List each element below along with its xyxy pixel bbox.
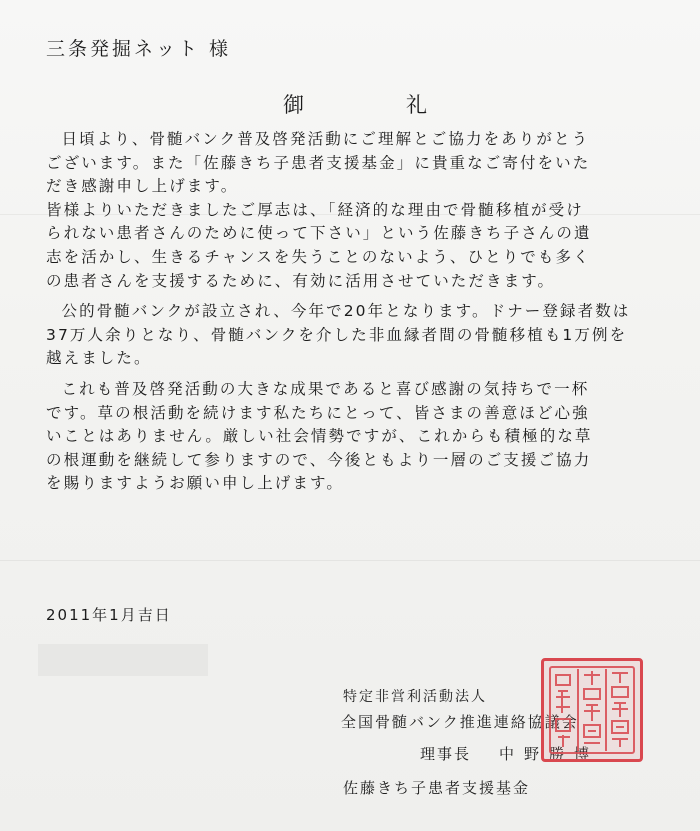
title-char: 礼 (406, 93, 427, 117)
text-line: 越えました。 (46, 349, 152, 368)
text-line: の患者さんを支援するために、有効に活用させていただきます。 (46, 271, 556, 290)
text-line: だき感謝申し上げます。 (46, 177, 239, 196)
fund-name: 佐藤きち子患者支援基金 (343, 779, 531, 797)
seal-pattern-icon (544, 661, 640, 759)
text-line: 日頃より、骨髄バンク普及啓発活動にご理解とご協力をありがとう (61, 130, 590, 148)
paragraph (46, 199, 661, 293)
text-line: 志を活かし、生きるチャンスを失うことのないよう、ひとりでも多く (46, 247, 591, 266)
official-seal-stamp (541, 658, 643, 762)
text-line: 皆様よりいただきましたご厚志は、「経済的な理由で骨髄移植が受け (46, 200, 584, 219)
text-line: です。草の根活動を続けます私たちにとって、皆さまの善意ほど心強 (46, 403, 590, 422)
letter-body (46, 128, 661, 496)
text-line: これも普及啓発活動の大きな成果であると喜び感謝の気持ちで一杯 (61, 379, 590, 398)
text-line: られない患者さんのために使って下さい」という佐藤きち子さんの遺 (46, 224, 592, 243)
text-line: を賜りますようお願い申し上げます。 (46, 474, 344, 493)
letter-title (283, 89, 427, 119)
paragraph (46, 300, 661, 371)
paragraph (46, 378, 661, 496)
addressee: 三条発掘ネット 様 (46, 38, 232, 60)
text-line: いことはありません。厳しい社会情勢ですが、これからも積極的な草 (46, 427, 593, 446)
title-char: 御 (283, 93, 304, 117)
signatory-name: 中野勝博 (499, 745, 600, 763)
text-line: 37万人余りとなり、骨髄バンクを介した非血縁者間の骨髄移植も1万例を (46, 325, 628, 344)
letter-date: 2011年1月吉日 (46, 606, 172, 624)
paragraph (46, 128, 661, 199)
signatory-role: 理事長 (420, 745, 472, 763)
text-line: ございます。また「佐藤きち子患者支援基金」に貴重なご寄付をいた (46, 153, 591, 172)
text-line: の根運動を継続して参りますので、今後ともより一層のご支援ご協力 (46, 450, 592, 469)
redacted-area (38, 644, 208, 676)
org-name: 全国骨髄バンク推進連絡協議会 (341, 713, 579, 731)
org-type: 特定非営利活動法人 (343, 689, 487, 705)
text-line: 公的骨髄バンクが設立され、今年で20年となります。ドナー登録者数は (61, 302, 631, 321)
paper-fold-line (0, 560, 700, 561)
